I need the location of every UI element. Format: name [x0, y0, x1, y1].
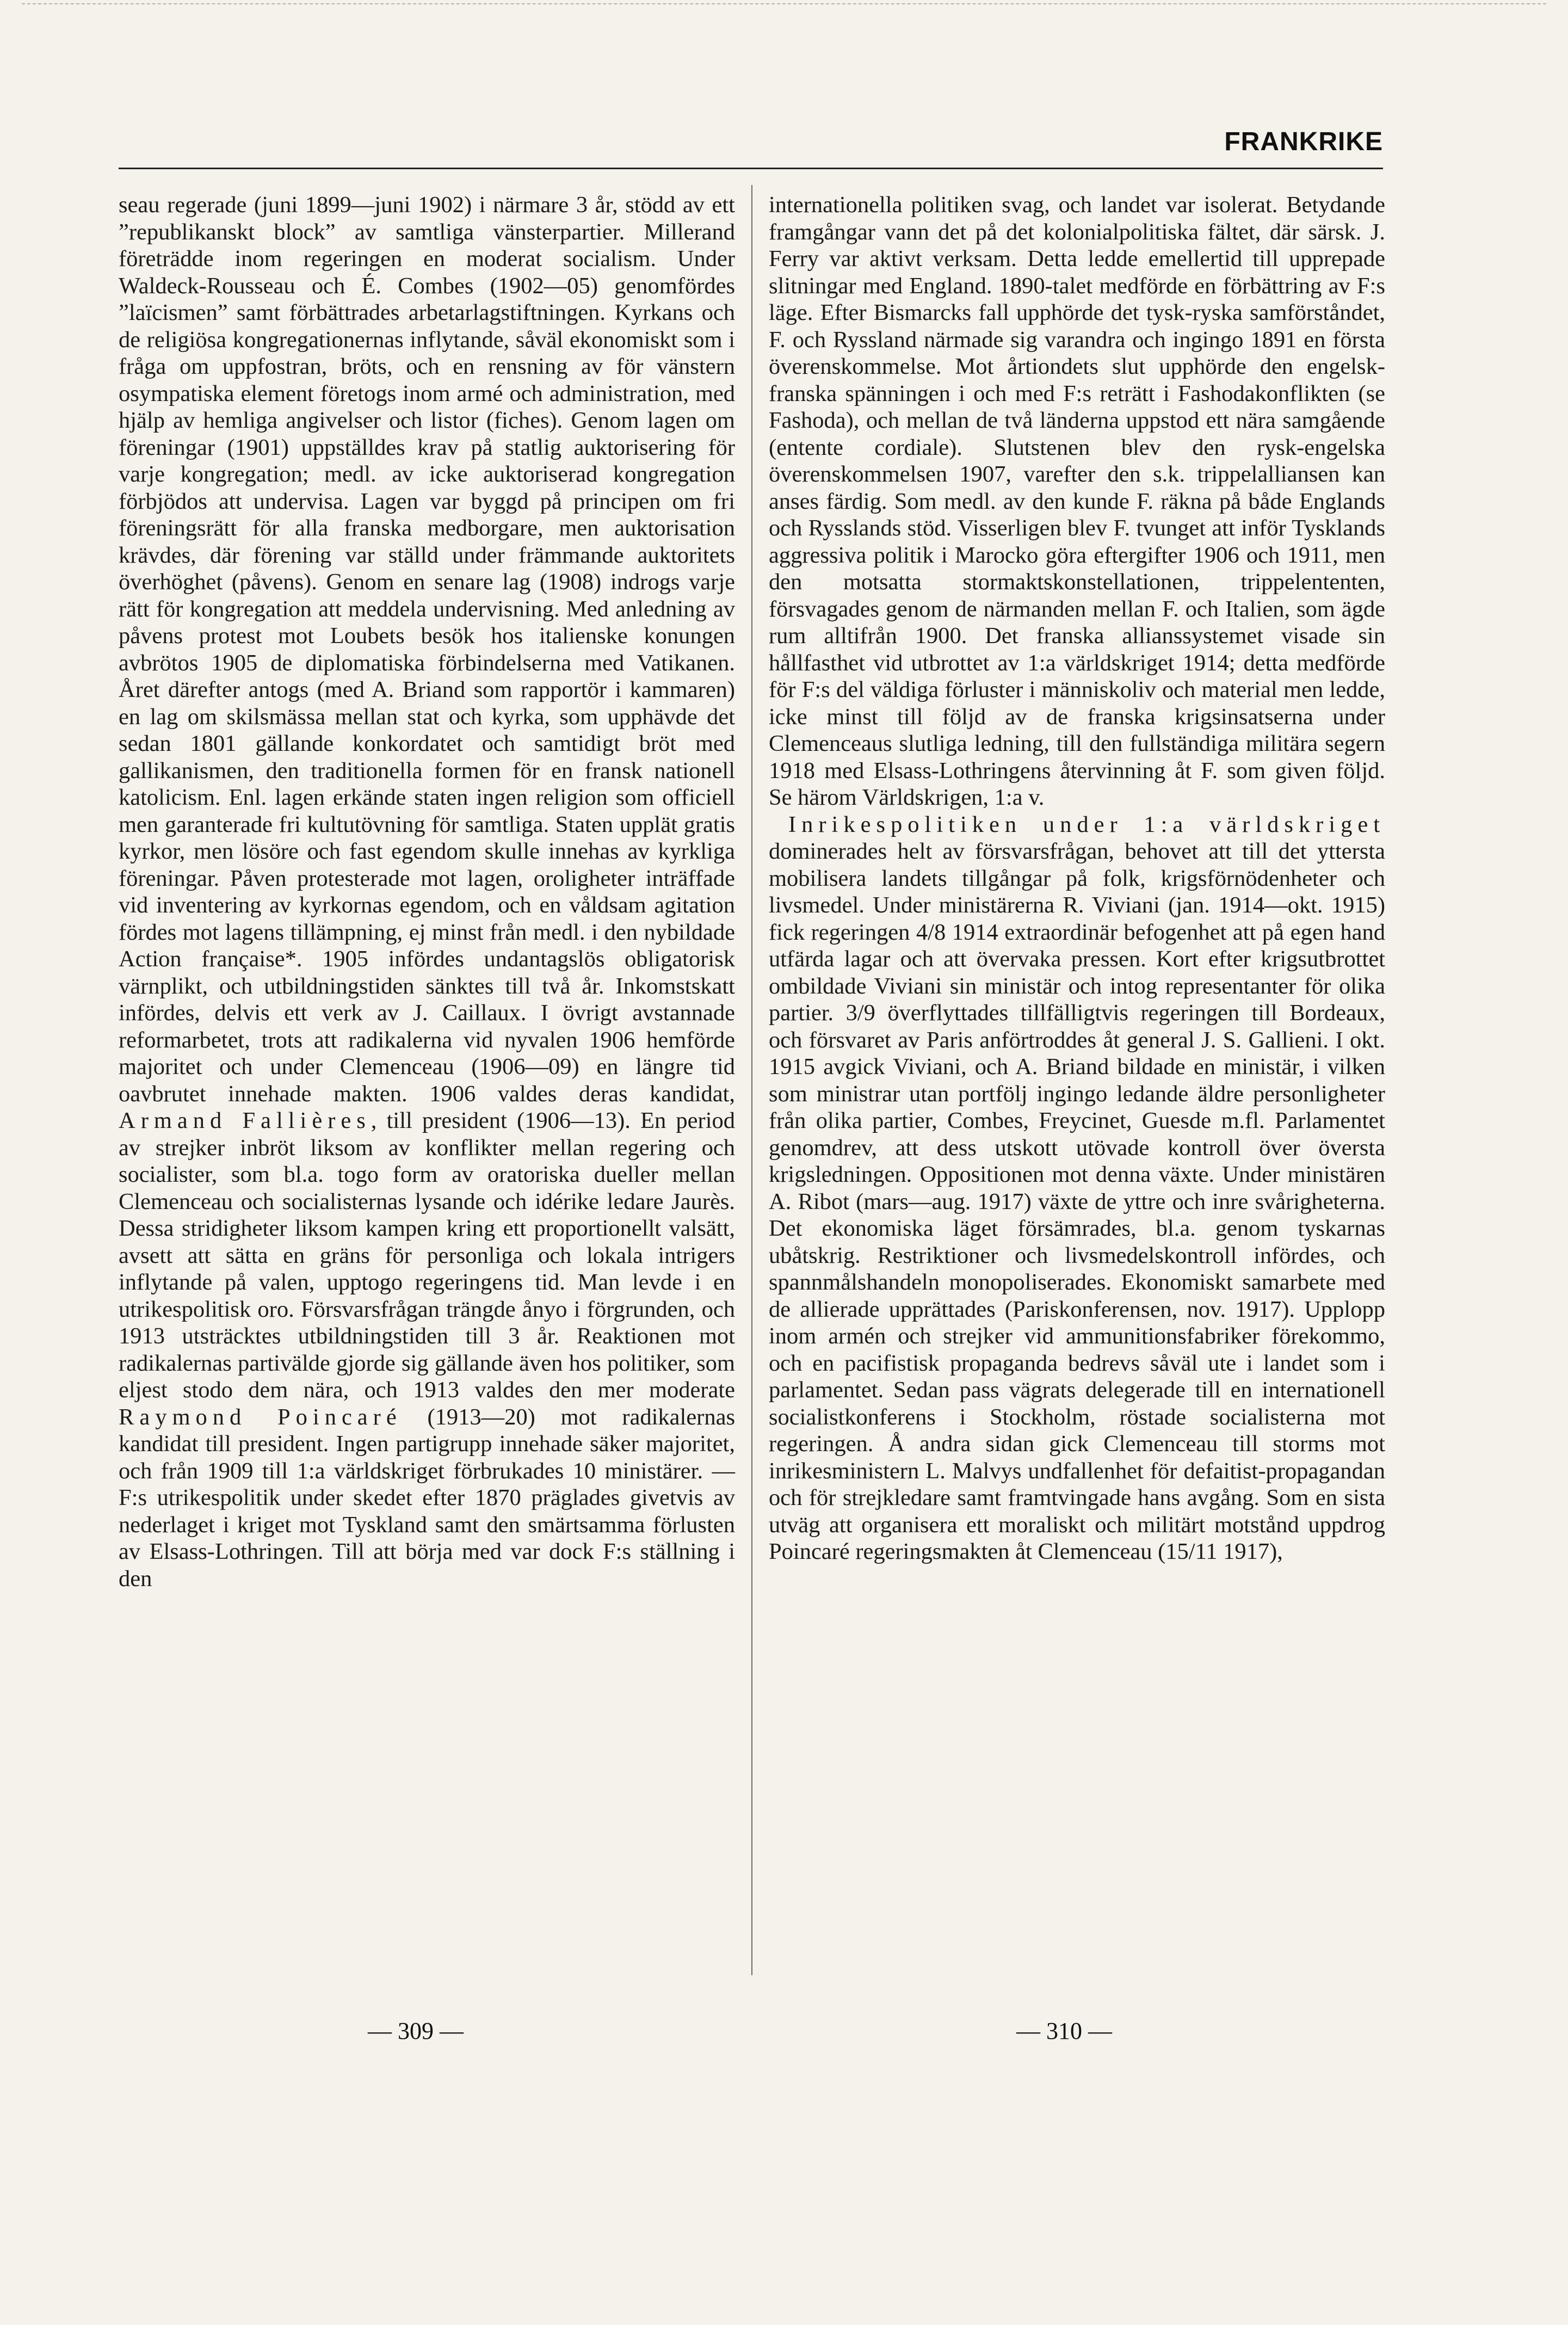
- right-paragraph-1: internationella politiken svag, och landet var isolerat. Betydande framgångar vann det på det kolonialpolitiska fältet, där särsk. J. Ferry var aktivt verksam. Detta ledde emellertid till upprepade slitningar med England. 1890-talet medförde en förbättring av F:s läge. Efter Bismarcks fall upphörde det tysk-ryska samförståndet, F. och Ryssland närmade sig varandra och ingingo 1891 en första överenskommelse. Mot årtiondets slut upphörde den engelsk-franska spänningen i och med F:s reträtt i Fashodakonflikten (se Fashoda), och mellan de två länderna uppstod ett nära samgående (entente cordiale). Slutstenen blev den rysk-engelska överenskommelsen 1907, varefter den s.k. trippelalliansen kan anses färdig. Som medl. av den kunde F. räkna på både Englands och Rysslands stöd. Visserligen blev F. tvunget att inför Tysklands aggressiva politik i Marocko göra eftergifter 1906 och 1911, men den motsatta stormaktskonstellationen, trippelententen, försvagades genom de närmanden mellan F. och Italien, som ägde rum alltifrån 1900. Det franska allianssystemet visade sin hållfasthet vid utbrottet av 1:a världskriget 1914; detta medförde för F:s del väldiga förluster i människoliv och material men ledde, icke minst till följd av de franska krigsinsatserna under Clemenceaus slutliga ledning, till den fullständiga militära segern 1918 med Elsass-Lothringens återvinning åt F. som given följd. Se härom Världskrigen, 1:a v.: [769, 192, 1385, 810]
- name-armand-fallieres: Armand Fallières: [119, 1108, 371, 1133]
- header-rule: [119, 168, 1383, 169]
- page-number-right: — 310 —: [1016, 2018, 1112, 2044]
- left-text-part-1: seau regerade (juni 1899—juni 1902) i närmare 3 år, stödd av ett ”republikanskt block” av samtliga vänsterpartier. Millerand företrädde inom regeringen en moderat socialism. Under Waldeck-Rousseau och É. Combes (1902—05) genomfördes ”laïcismen” samt förbättrades arbetarlagstiftningen. Kyrkans och de religiösa kongregationernas inflytande, såväl ekonomiskt som i fråga om uppfostran, bröts, och en rensning av för vänstern osympatiska element företogs inom armé och administration, med hjälp av hemliga angivelser och listor (fiches). Genom lagen om föreningar (1901) uppställdes krav på statlig auktorisering för varje kongregation; medl. av icke auktoriserad kongregation förbjödos att undervisa. Lagen var byggd på principen om fri föreningsrätt för alla franska medborgare, men auktorisation krävdes, där förening var ställd under främmande auktoritets överhöghet (påvens). Genom en senare lag (1908) indrogs varje rätt för kongregation att meddela undervisning. Med anledning av påvens protest mot Loubets besök hos italienske konungen avbrötos 1905 de diplomatiska förbindelserna med Vatikanen. Året därefter antogs (med A. Briand som rapportör i kammaren) en lag om skilsmässa mellan stat och kyrka, som upphävde det sedan 1801 gällande konkordatet och samtidigt bröt med gallikanismen, den traditionella formen för en fransk nationell katolicism. Enl. lagen erkände staten ingen religion som officiell men garanterade fri kultutövning för samtliga. Staten upplät gratis kyrkor, men lösöre och fast egendom skulle innehas av kyrkliga föreningar. Påven protesterade mot lagen, oroligheter inträffade vid inventering av kyrkornas egendom, och en våldsam agitation fördes mot lagens tillämpning, ej minst från medl. i den nybildade Action française*. 1905 infördes undantagslös obligatorisk värnplikt, och utbildningstiden sänktes till två år. Inkomstskatt infördes, delvis ett verk av J. Caillaux. I övrigt avstannade reformarbetet, trots att radikalerna vid nyvalen 1906 hemförde majoritet och under Clemenceau (1906—09) en längre tid oavbrutet innehade makten. 1906 valdes deras kandidat,: [119, 192, 735, 1107]
- left-text-part-3: (1913—20) mot radikalernas kandidat till president. Ingen partigrupp innehade säker majoritet, och från 1909 till 1:a världskriget förbrukades 10 ministärer. — F:s utrikespolitik under skedet efter 1870 präglades givetvis av nederlaget i kriget mot Tyskland samt den smärtsamma förlusten av Elsass-Lothringen. Till att börja med var dock F:s ställning i den: [119, 1404, 735, 1592]
- column-divider: [751, 185, 752, 1975]
- right-column: [769, 192, 1385, 1565]
- section-heading-inrikespolitiken: Inrikespolitiken under 1:a världskriget: [788, 811, 1385, 837]
- right-text-part-2: dominerades helt av försvarsfrågan, behovet att till det yttersta mobilisera landets tillgångar på folk, krigsförnödenheter och livsmedel. Under ministärerna R. Viviani (jan. 1914—okt. 1915) fick regeringen 4/8 1914 extraordinär befogenhet att på egen hand utfärda lagar och att övervaka pressen. Kort efter krigsutbrottet ombildade Viviani sin ministär och intog representanter för olika partier. 3/9 överflyttades tillfälligtvis regeringen till Bordeaux, och försvaret av Paris anförtroddes åt general J. S. Gallieni. I okt. 1915 avgick Viviani, och A. Briand bildade en ministär, i vilken som ministrar utan portfölj ingingo ledande äldre personligheter från olika partier, Combes, Freycinet, Guesde m.fl. Parlamentet genomdrev, att dess utskott utövade kontroll över översta krigsledningen. Oppositionen mot denna växte. Under ministären A. Ribot (mars—aug. 1917) växte de yttre och inre svårigheterna. Det ekonomiska läget försämrades, bl.a. genom tyskarnas ubåtskrig. Restriktioner och livsmedelskontroll infördes, och spannmålshandeln monopoliserades. Ekonomiskt samarbete med de allierade upprättades (Pariskonferensen, nov. 1917). Upplopp inom armén och strejker vid ammunitionsfabriker förekommo, och en pacifistisk propaganda bedrevs såväl ute i landet som i parlamentet. Sedan pass vägrats delegerade till en internationell socialistkonferens i Stockholm, röstade socialisterna mot regeringen. Å andra sidan gick Clemenceau till storms mot inrikesministern L. Malvys undfallenhet för defaitist-propagandan och för strejkledare samt framtvingade hans avgång. Som en sista utväg att organisera ett moraliskt och militärt motstånd uppdrog Poincaré regeringsmakten åt Clemenceau (15/11 1917),: [769, 838, 1385, 1564]
- left-column: [119, 192, 735, 1592]
- page-top-edge: [22, 3, 1546, 5]
- running-head: FRANKRIKE: [1224, 127, 1383, 156]
- left-column-text: [119, 192, 735, 1592]
- left-text-part-2: , till president (1906—13). En period av strejker inbröt liksom av konflikter mellan regering och socialister, som bl.a. togo form av oratoriska dueller mellan Clemenceau och socialisternas lysande och idérike ledare Jaurès. Dessa stridigheter liksom kampen kring ett proportionellt valsätt, avsett att sätta en gräns för personliga och lokala intrigers inflytande på valen, upptogo regeringens tid. Man levde i en utrikespolitisk oro. Försvarsfrågan trängde ånyo i förgrunden, och 1913 utsträcktes utbildningstiden till 3 år. Reaktionen mot radikalernas partivälde gjorde sig gällande även hos politiker, som eljest stodo dem nära, och 1913 valdes den mer moderate: [119, 1108, 735, 1403]
- right-paragraph-2: [769, 811, 1385, 1565]
- page-number-left: — 309 —: [368, 2018, 464, 2044]
- name-raymond-poincare: Raymond Poincaré: [119, 1404, 402, 1430]
